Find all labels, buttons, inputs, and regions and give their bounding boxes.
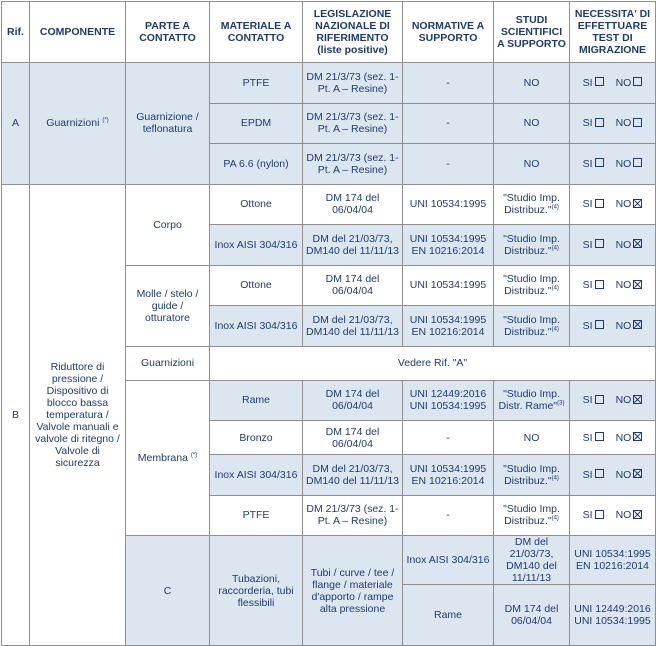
no-label: NO (615, 279, 632, 292)
header-parte: PARTE A CONTATTO (126, 2, 210, 63)
legislazione-cell: DM 174 del 06/04/04 (303, 184, 403, 225)
si-checkbox[interactable] (595, 395, 604, 404)
si-label: SI (582, 279, 593, 292)
si-label: SI (582, 198, 593, 211)
header-legislazione: LEGISLAZIONE NAZIONALE DI RIFERIMENTO (liste positive) (303, 2, 403, 63)
parte-cell: Corpo (126, 184, 210, 265)
normative-cell: UNI 10534:1995 (403, 184, 494, 225)
si-label: SI (582, 509, 593, 522)
legislazione-cell: DM 174 del 06/04/04 (494, 585, 570, 646)
footnote-ref: (3) (557, 400, 565, 407)
si-checkbox[interactable] (595, 320, 604, 329)
materiale-cell: Rame (403, 585, 494, 646)
no-checkbox[interactable] (633, 432, 642, 441)
no-checkbox[interactable] (633, 158, 642, 167)
studi-text: "Studio Imp. Distribuz." (503, 192, 560, 217)
componente-cell (30, 63, 126, 185)
migration-test-cell (570, 103, 656, 144)
footnote-ref: (*) (190, 452, 198, 459)
studi-cell (494, 421, 570, 455)
si-checkbox[interactable] (595, 239, 604, 248)
materiale-cell: PTFE (210, 495, 303, 536)
footnote-ref: (4) (551, 475, 559, 482)
parte-cell: Guarnizioni (126, 346, 210, 380)
si-checkbox[interactable] (595, 432, 604, 441)
normative-cell: - (403, 103, 494, 144)
vedere-rif-cell: Vedere Rif. "A" (210, 346, 656, 380)
legislazione-cell: DM 174 del 06/04/04 (303, 265, 403, 306)
migration-test-cell (570, 380, 656, 421)
componente-cell: Riduttore di pressione / Dispositivo di blocco bassa temperatura / Valvole manuali e valvole di ritegno / Valvole di sicurezza (30, 184, 126, 646)
no-label: NO (615, 238, 632, 251)
legislazione-cell: DM del 21/03/73, DM140 del 11/11/13 (303, 225, 403, 266)
normative-cell: - (403, 495, 494, 536)
legislazione-cell: DM 21/3/73 (sez. 1-Pt. A – Resine) (303, 103, 403, 144)
studi-text: "Studio Imp. Distribuz." (503, 503, 560, 528)
footnote-ref: (4) (551, 245, 559, 252)
legislazione-cell: DM 174 del 06/04/04 (303, 380, 403, 421)
studi-text: NO (523, 431, 540, 444)
si-checkbox[interactable] (595, 280, 604, 289)
rif-cell: A (2, 63, 30, 185)
si-label: SI (582, 468, 593, 481)
componente-text: Guarnizioni (46, 117, 100, 130)
footnote-ref: (4) (551, 285, 559, 292)
no-label: NO (615, 157, 632, 170)
header-necessita: NECESSITA' DI EFFETTUARE TEST DI MIGRAZIONE (570, 2, 656, 63)
header-componente: COMPONENTE (30, 2, 126, 63)
studi-cell (494, 265, 570, 306)
studi-cell (494, 495, 570, 536)
materiale-cell: Inox AISI 304/316 (210, 455, 303, 496)
rif-cell: C (126, 536, 210, 646)
materiale-cell: Rame (210, 380, 303, 421)
normative-cell: UNI 10534:1995 EN 10216:2014 (403, 455, 494, 496)
materiale-cell: Ottone (210, 184, 303, 225)
no-checkbox[interactable] (633, 395, 642, 404)
normative-cell: UNI 10534:1995 (403, 265, 494, 306)
no-label: NO (615, 76, 632, 89)
studi-text: "Studio Imp. Distr. Rame" (498, 388, 560, 413)
legislazione-cell: DM 174 del 06/04/04 (303, 421, 403, 455)
footnote-ref: (4) (551, 326, 559, 333)
header-rif: Rif. (2, 2, 30, 63)
no-checkbox[interactable] (633, 469, 642, 478)
migration-test-cell (570, 265, 656, 306)
no-checkbox[interactable] (633, 77, 642, 86)
si-checkbox[interactable] (595, 510, 604, 519)
studi-text: "Studio Imp. Distribuz." (503, 273, 560, 298)
legislazione-cell: DM del 21/03/73, DM140 del 11/11/13 (494, 536, 570, 585)
legislazione-cell: DM del 21/03/73, DM140 del 11/11/13 (303, 455, 403, 496)
no-label: NO (615, 431, 632, 444)
normative-cell: UNI 10534:1995 EN 10216:2014 (403, 225, 494, 266)
normative-cell: - (403, 421, 494, 455)
normative-cell: UNI 10534:1995 EN 10216:2014 (570, 536, 656, 585)
legislazione-cell: DM 21/3/73 (sez. 1-Pt. A – Resine) (303, 63, 403, 104)
migration-test-cell (570, 144, 656, 185)
rif-cell: B (2, 184, 30, 646)
migration-table (1, 1, 656, 646)
parte-cell (126, 380, 210, 536)
parte-cell: Tubi / curve / tee / flange / materiale d'apporto / rampe alta pressione (303, 536, 403, 646)
studi-cell (494, 380, 570, 421)
si-label: SI (582, 76, 593, 89)
materiale-cell: PTFE (210, 63, 303, 104)
studi-cell (494, 144, 570, 185)
migration-test-cell (570, 225, 656, 266)
parte-cell: Molle / stelo / guide / otturatore (126, 265, 210, 346)
no-checkbox[interactable] (633, 280, 642, 289)
legislazione-cell: DM 21/3/73 (sez. 1-Pt. A – Resine) (303, 495, 403, 536)
materiale-cell: Inox AISI 304/316 (210, 306, 303, 347)
no-label: NO (615, 394, 632, 407)
migration-test-cell (570, 306, 656, 347)
si-label: SI (582, 157, 593, 170)
migration-test-cell (570, 455, 656, 496)
normative-cell: UNI 12449:2016 UNI 10534:1995 (403, 380, 494, 421)
footnote-ref: (4) (551, 204, 559, 211)
si-label: SI (582, 319, 593, 332)
si-label: SI (582, 238, 593, 251)
header-studi: STUDI SCIENTIFICI A SUPPORTO (494, 2, 570, 63)
studi-text: NO (523, 117, 540, 130)
normative-cell: - (403, 63, 494, 104)
studi-text: "Studio Imp. Distribuz." (503, 462, 560, 487)
studi-text: "Studio Imp. Distribuz." (503, 232, 560, 257)
no-checkbox[interactable] (633, 239, 642, 248)
materiale-cell: EPDM (210, 103, 303, 144)
materiale-cell: Ottone (210, 265, 303, 306)
no-label: NO (615, 198, 632, 211)
normative-cell: UNI 12449:2016 UNI 10534:1995 (570, 585, 656, 646)
header-normative: NORMATIVE A SUPPORTO (403, 2, 494, 63)
legislazione-cell: DM 21/3/73 (sez. 1-Pt. A – Resine) (303, 144, 403, 185)
migration-test-cell (570, 495, 656, 536)
migration-test-cell (570, 184, 656, 225)
no-label: NO (615, 509, 632, 522)
studi-text: NO (523, 76, 540, 89)
no-checkbox[interactable] (633, 118, 642, 127)
materiale-cell: Bronzo (210, 421, 303, 455)
studi-text: "Studio Imp. Distribuz." (503, 313, 560, 338)
no-label: NO (615, 117, 632, 130)
studi-cell (494, 184, 570, 225)
legislazione-cell: DM del 21/03/73, DM140 del 11/11/13 (303, 306, 403, 347)
migration-test-cell (570, 63, 656, 104)
studi-text: NO (523, 157, 540, 170)
header-materiale: MATERIALE A CONTATTO (210, 2, 303, 63)
footnote-ref: (*) (102, 117, 109, 124)
studi-cell (494, 455, 570, 496)
header-row (2, 2, 656, 63)
si-checkbox[interactable] (595, 118, 604, 127)
materiale-cell: PA 6.6 (nylon) (210, 144, 303, 185)
table-row (2, 184, 656, 225)
membrana-text: Membrana (137, 451, 188, 464)
table-row (2, 63, 656, 104)
footnote-ref: (4) (551, 515, 559, 522)
no-label: NO (615, 468, 632, 481)
studi-cell (494, 63, 570, 104)
materiale-cell: Inox AISI 304/316 (210, 225, 303, 266)
si-checkbox[interactable] (595, 158, 604, 167)
studi-cell (494, 103, 570, 144)
no-checkbox[interactable] (633, 320, 642, 329)
si-label: SI (582, 431, 593, 444)
migration-test-cell (570, 421, 656, 455)
si-checkbox[interactable] (595, 77, 604, 86)
si-label: SI (582, 394, 593, 407)
si-label: SI (582, 117, 593, 130)
si-checkbox[interactable] (595, 199, 604, 208)
normative-cell: - (403, 144, 494, 185)
si-checkbox[interactable] (595, 469, 604, 478)
parte-cell: Guarnizione / teflonatura (126, 63, 210, 185)
no-checkbox[interactable] (633, 510, 642, 519)
componente-cell: Tubazioni, raccorderia, tubi flessibili (210, 536, 303, 646)
materiale-cell: Inox AISI 304/316 (403, 536, 494, 585)
no-checkbox[interactable] (633, 199, 642, 208)
normative-cell: UNI 10534:1995 EN 10216:2014 (403, 306, 494, 347)
studi-cell (494, 225, 570, 266)
no-label: NO (615, 319, 632, 332)
studi-cell (494, 306, 570, 347)
